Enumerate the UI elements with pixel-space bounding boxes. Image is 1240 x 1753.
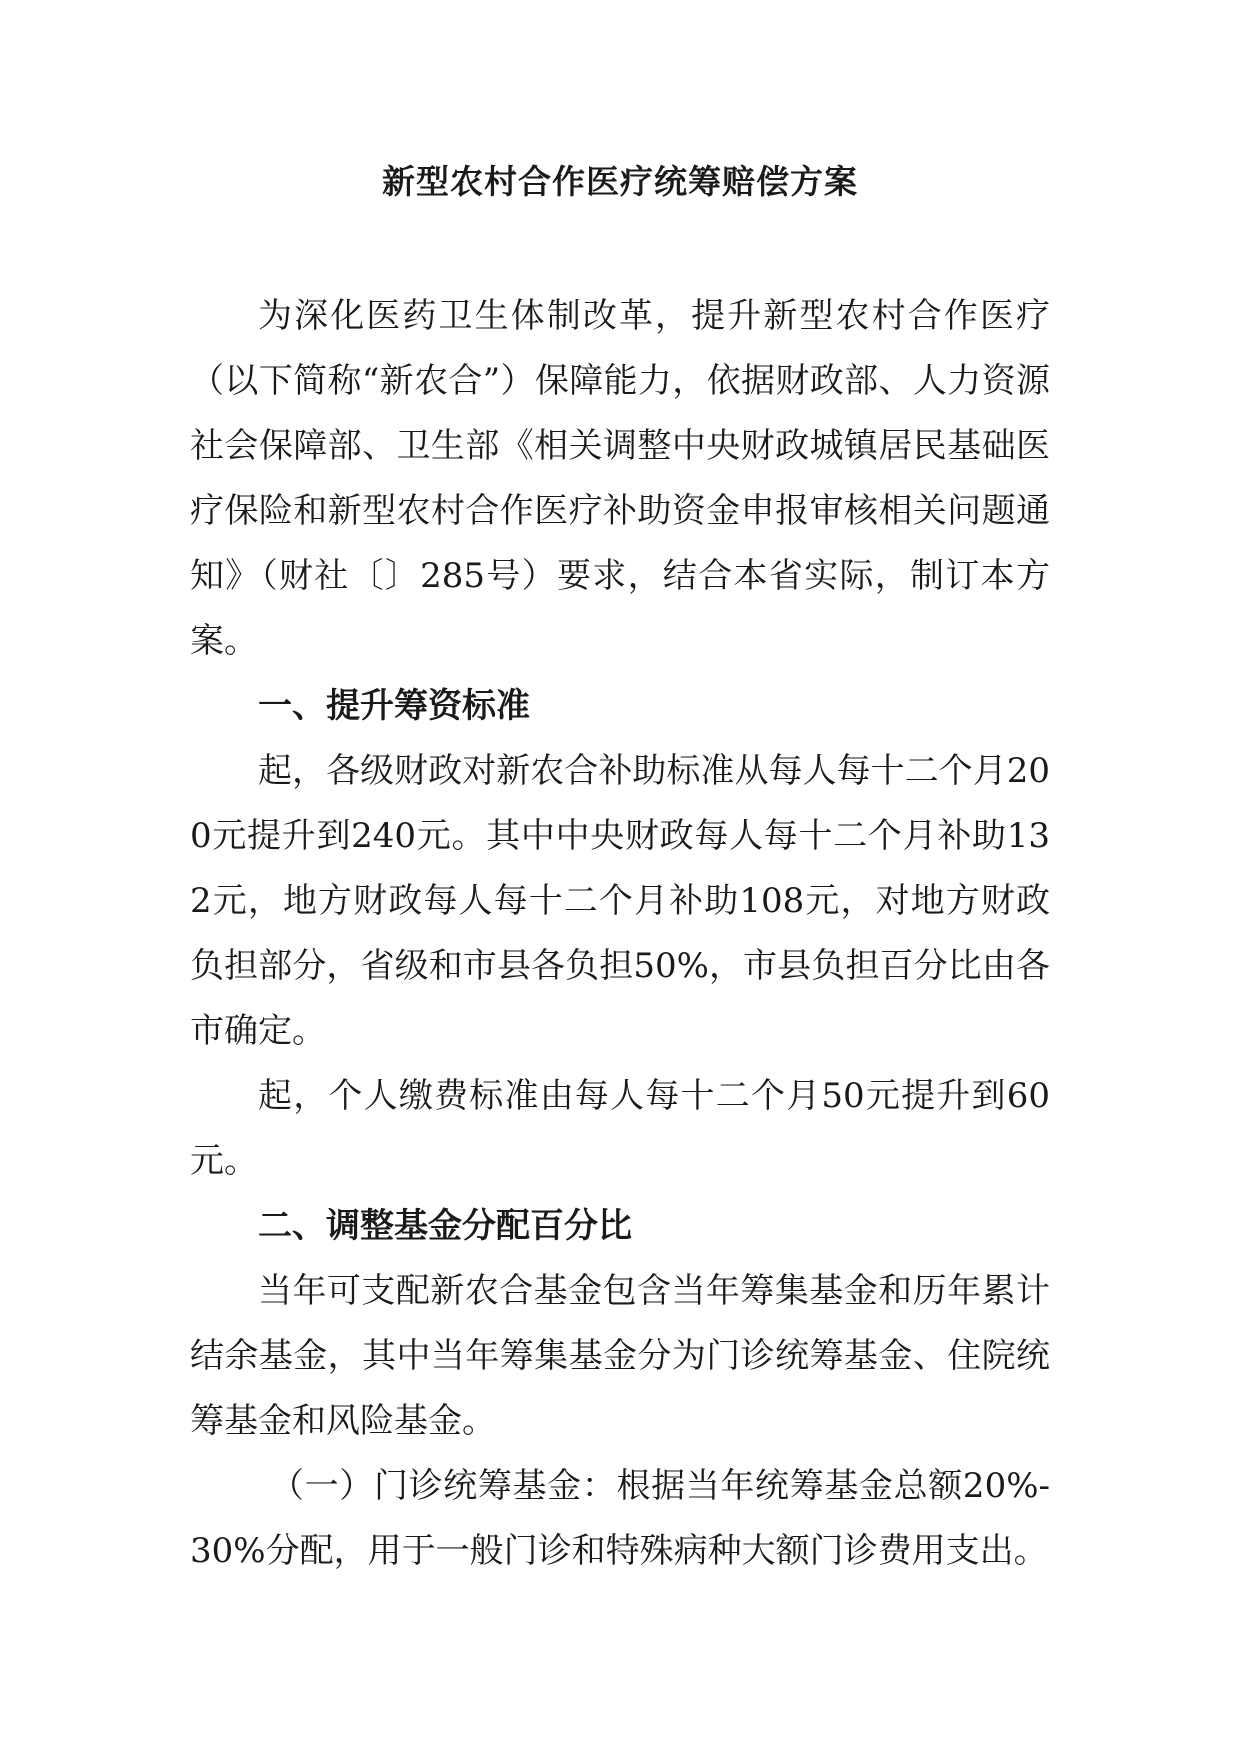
section-heading-2: 二、调整基金分配百分比 [258, 1206, 632, 1246]
document-title: 新型农村合作医疗统筹赔偿方案 [382, 162, 858, 201]
funding-paragraph: 起，各级财政对新农合补助标准从每人每十二个月200元提升到240元。其中中央财政每人每十二个月补助132元，地方财政每人每十二个月补助108元，对地方财政负担部分，省级和市县各负担50%，市县负担百分比由各市确定。 [190, 751, 1050, 1051]
outpatient-fund-paragraph: （一）门诊统筹基金：根据当年统筹基金总额20%-30%分配，用于一般门诊和特殊病种大额门诊费用支出。 [190, 1466, 1050, 1571]
personal-fee-paragraph: 起，个人缴费标准由每人每十二个月50元提升到60元。 [190, 1076, 1050, 1181]
document-body [190, 284, 1050, 1584]
intro-paragraph: 为深化医药卫生体制改革，提升新型农村合作医疗（以下简称“新农合”）保障能力，依据财政部、人力资源社会保障部、卫生部《相关调整中央财政城镇居民基础医疗保险和新型农村合作医疗补助资金申报审核相关问题通知》（财社〔〕285号）要求，结合本省实际，制订本方案。 [190, 296, 1050, 661]
section-heading-1: 一、提升筹资标准 [258, 686, 530, 726]
fund-composition-paragraph: 当年可支配新农合基金包含当年筹集基金和历年累计结余基金，其中当年筹集基金分为门诊统筹基金、住院统筹基金和风险基金。 [190, 1271, 1050, 1441]
